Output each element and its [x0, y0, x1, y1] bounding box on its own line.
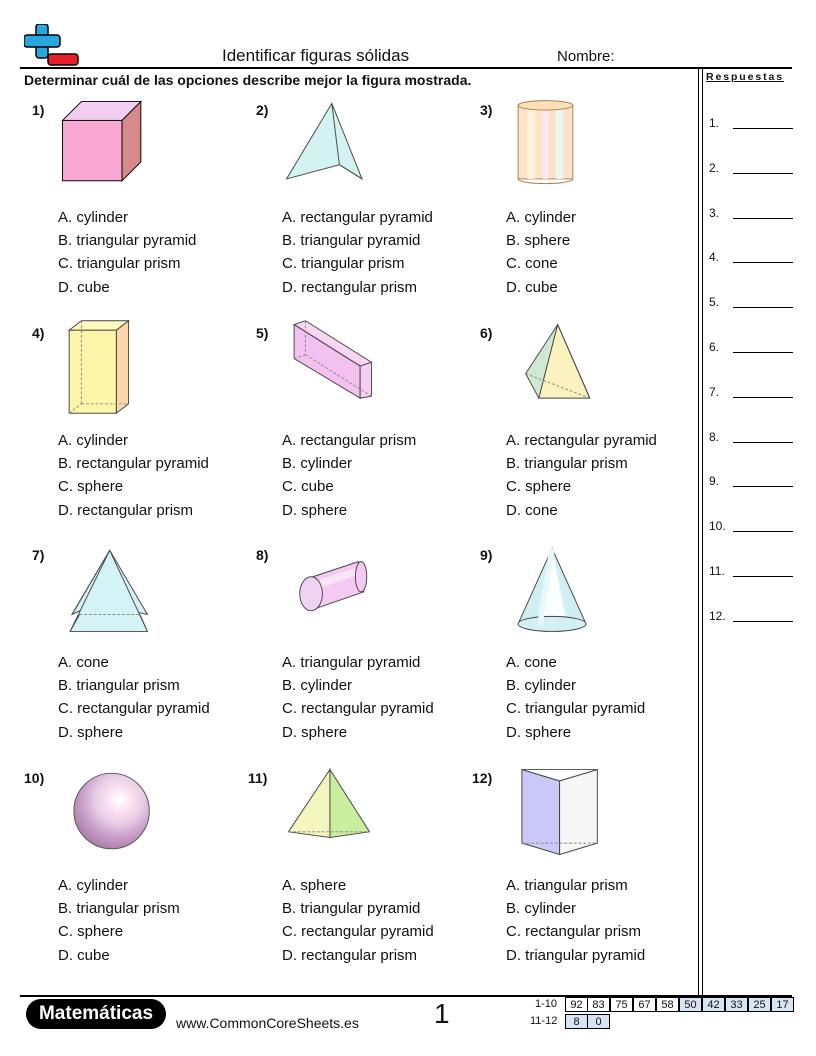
option-a: A. triangular pyramid [282, 654, 421, 671]
answer-row-5 [709, 295, 793, 313]
option-d: D. sphere [58, 723, 124, 741]
option-a: A. cone [58, 654, 109, 671]
option-b: B. sphere [506, 232, 571, 250]
option-b: B. triangular prism [506, 455, 628, 473]
option-list [506, 429, 657, 522]
option-a: A. rectangular pyramid [282, 209, 433, 226]
problem-2 [248, 102, 472, 322]
score-cell: 83 [587, 997, 610, 1012]
answer-row-10 [709, 519, 793, 537]
option-a: A. sphere [282, 877, 347, 894]
option-a: A. cylinder [58, 209, 129, 226]
problem-1 [24, 102, 248, 322]
answer-row-11 [709, 564, 793, 582]
sphere-figure-icon [50, 762, 160, 862]
option-c: C. triangular prism [282, 255, 405, 273]
problem-number: 11) [248, 770, 268, 786]
option-list [58, 206, 196, 299]
option-b: B. triangular pyramid [282, 900, 421, 918]
option-c: C. sphere [58, 923, 124, 941]
score-cell: 17 [771, 997, 794, 1012]
answers-title: Respuestas [706, 71, 784, 83]
header-divider [20, 67, 792, 69]
option-d: D. rectangular prism [282, 278, 418, 296]
answer-blank[interactable] [733, 531, 793, 532]
answer-number: 6. [709, 340, 720, 354]
site-url: www.CommonCoreSheets.es [176, 1015, 359, 1031]
option-b: B. cylinder [506, 677, 577, 695]
rectangular-prism-figure-icon [274, 317, 384, 417]
answer-blank[interactable] [733, 173, 793, 174]
triangular-pyramid-figure-icon [498, 317, 608, 417]
problem-number: 1) [32, 102, 45, 118]
answer-number: 5. [709, 295, 720, 310]
score-row-label: 11-12 [530, 1015, 558, 1027]
problem-12 [472, 770, 696, 990]
answer-column-divider [698, 68, 699, 996]
option-b: B. triangular pyramid [282, 232, 421, 250]
option-c: C. rectangular pyramid [58, 700, 210, 718]
problem-number: 12) [472, 770, 493, 786]
answer-blank[interactable] [733, 397, 793, 398]
score-cell: 8 [565, 1014, 588, 1029]
score-cell: 92 [565, 997, 588, 1012]
option-c: C. triangular pyramid [506, 700, 646, 718]
option-a: A. cylinder [58, 877, 129, 894]
answer-blank[interactable] [733, 576, 793, 577]
problem-3 [472, 102, 696, 322]
instructions: Determinar cuál de las opciones describe mejor la figura mostrada. [24, 72, 472, 88]
triangular-prism-figure-icon [498, 762, 608, 862]
problem-6 [472, 325, 696, 545]
option-c: C. rectangular pyramid [282, 923, 434, 941]
option-c: C. rectangular prism [506, 923, 642, 941]
problem-number: 2) [256, 102, 269, 118]
option-c: C. cone [506, 255, 558, 273]
option-c: C. cube [282, 478, 334, 496]
problem-number: 3) [480, 102, 493, 118]
option-list [506, 874, 645, 967]
answer-row-2 [709, 161, 793, 179]
brand-badge: Matemáticas [26, 999, 166, 1029]
score-cell: 50 [679, 997, 702, 1012]
option-d: D. sphere [506, 723, 572, 741]
answer-number: 2. [709, 160, 720, 175]
cube-figure-icon [50, 94, 160, 194]
problem-5 [248, 325, 472, 545]
triangular-pyramid-figure-icon [274, 762, 384, 862]
answer-blank[interactable] [733, 621, 793, 622]
option-list [58, 429, 209, 522]
problem-number: 5) [256, 325, 269, 341]
answer-number: 8. [709, 429, 720, 444]
option-d: D. cube [58, 278, 110, 296]
option-c: C. rectangular pyramid [282, 700, 434, 718]
problem-number: 4) [32, 325, 45, 341]
option-d: D. sphere [282, 501, 348, 519]
cylinder-figure-icon [498, 94, 608, 194]
option-list [282, 206, 433, 299]
option-b: B. triangular prism [58, 900, 180, 918]
answer-blank[interactable] [733, 352, 793, 353]
answer-row-9 [709, 474, 793, 492]
option-list [58, 651, 210, 744]
answer-number: 1. [709, 116, 720, 130]
cylinder-figure-icon [274, 539, 384, 639]
answer-number: 3. [709, 205, 720, 220]
answer-blank[interactable] [733, 486, 793, 487]
problem-7 [24, 547, 248, 767]
answer-number: 11. [709, 564, 725, 578]
option-a: A. rectangular prism [282, 432, 417, 449]
option-list [282, 874, 434, 967]
triangular-pyramid-figure-icon [274, 94, 384, 194]
option-b: B. triangular pyramid [58, 232, 197, 250]
worksheet-title: Identificar figuras sólidas [222, 46, 410, 65]
answer-row-6 [709, 340, 793, 358]
option-a: A. cylinder [506, 209, 577, 226]
score-cell: 25 [748, 997, 771, 1012]
answer-number: 4. [709, 250, 720, 265]
option-d: D. cone [506, 501, 558, 519]
option-d: D. rectangular prism [282, 946, 418, 964]
option-c: C. sphere [506, 478, 572, 496]
answer-blank[interactable] [733, 218, 793, 219]
problem-number: 7) [32, 547, 45, 563]
problem-10 [24, 770, 248, 990]
option-b: B. rectangular pyramid [58, 455, 209, 473]
option-d: D. triangular pyramid [506, 946, 646, 964]
answer-row-12 [709, 609, 793, 627]
answer-column-divider [702, 68, 703, 996]
option-a: A. cylinder [58, 432, 129, 449]
option-a: A. triangular prism [506, 877, 628, 894]
answer-number: 12. [709, 608, 726, 623]
answer-row-4 [709, 250, 793, 268]
score-cell: 75 [610, 997, 633, 1012]
option-a: A. cone [506, 654, 557, 671]
option-d: D. rectangular prism [58, 501, 194, 519]
score-cell: 58 [656, 997, 679, 1012]
score-cell: 42 [702, 997, 725, 1012]
option-b: B. cylinder [282, 677, 353, 695]
option-list [506, 206, 576, 299]
option-c: C. sphere [58, 478, 124, 496]
option-b: B. cylinder [506, 900, 577, 918]
option-d: D. cube [58, 946, 110, 964]
option-a: A. rectangular pyramid [506, 432, 657, 449]
problem-8 [248, 547, 472, 767]
answer-row-7 [709, 385, 793, 403]
option-b: B. triangular prism [58, 677, 180, 695]
answer-blank[interactable] [733, 442, 793, 443]
answer-number: 9. [709, 474, 720, 489]
answer-number: 7. [709, 384, 720, 399]
score-cell: 67 [633, 997, 656, 1012]
problem-number: 9) [480, 547, 493, 563]
option-d: D. sphere [282, 723, 348, 741]
problem-number: 10) [24, 770, 45, 786]
problem-9 [472, 547, 696, 767]
name-label: Nombre: [557, 48, 615, 65]
option-list [282, 651, 434, 744]
option-list [506, 651, 645, 744]
answer-blank[interactable] [733, 307, 793, 308]
score-cell: 33 [725, 997, 748, 1012]
answer-row-1 [709, 116, 793, 134]
option-list [58, 874, 180, 967]
answer-blank[interactable] [733, 128, 793, 129]
score-cell: 0 [587, 1014, 610, 1029]
page-number: 1 [434, 998, 450, 1029]
option-b: B. cylinder [282, 455, 353, 473]
problem-11 [248, 770, 472, 990]
plus-minus-logo-icon [24, 24, 80, 68]
option-c: C. triangular prism [58, 255, 181, 273]
answer-number: 10. [709, 519, 726, 534]
option-d: D. cube [506, 278, 558, 296]
cone-figure-icon [498, 539, 608, 639]
rectangular-pyramid-figure-icon [50, 539, 160, 639]
answer-blank[interactable] [733, 262, 793, 263]
problem-4 [24, 325, 248, 545]
problem-number: 8) [256, 547, 269, 563]
score-row-label: 1-10 [535, 998, 558, 1010]
answer-row-8 [709, 430, 793, 448]
problem-number: 6) [480, 325, 493, 341]
rectangular-prism-figure-icon [50, 317, 160, 417]
answer-row-3 [709, 206, 793, 224]
option-list [282, 429, 416, 522]
